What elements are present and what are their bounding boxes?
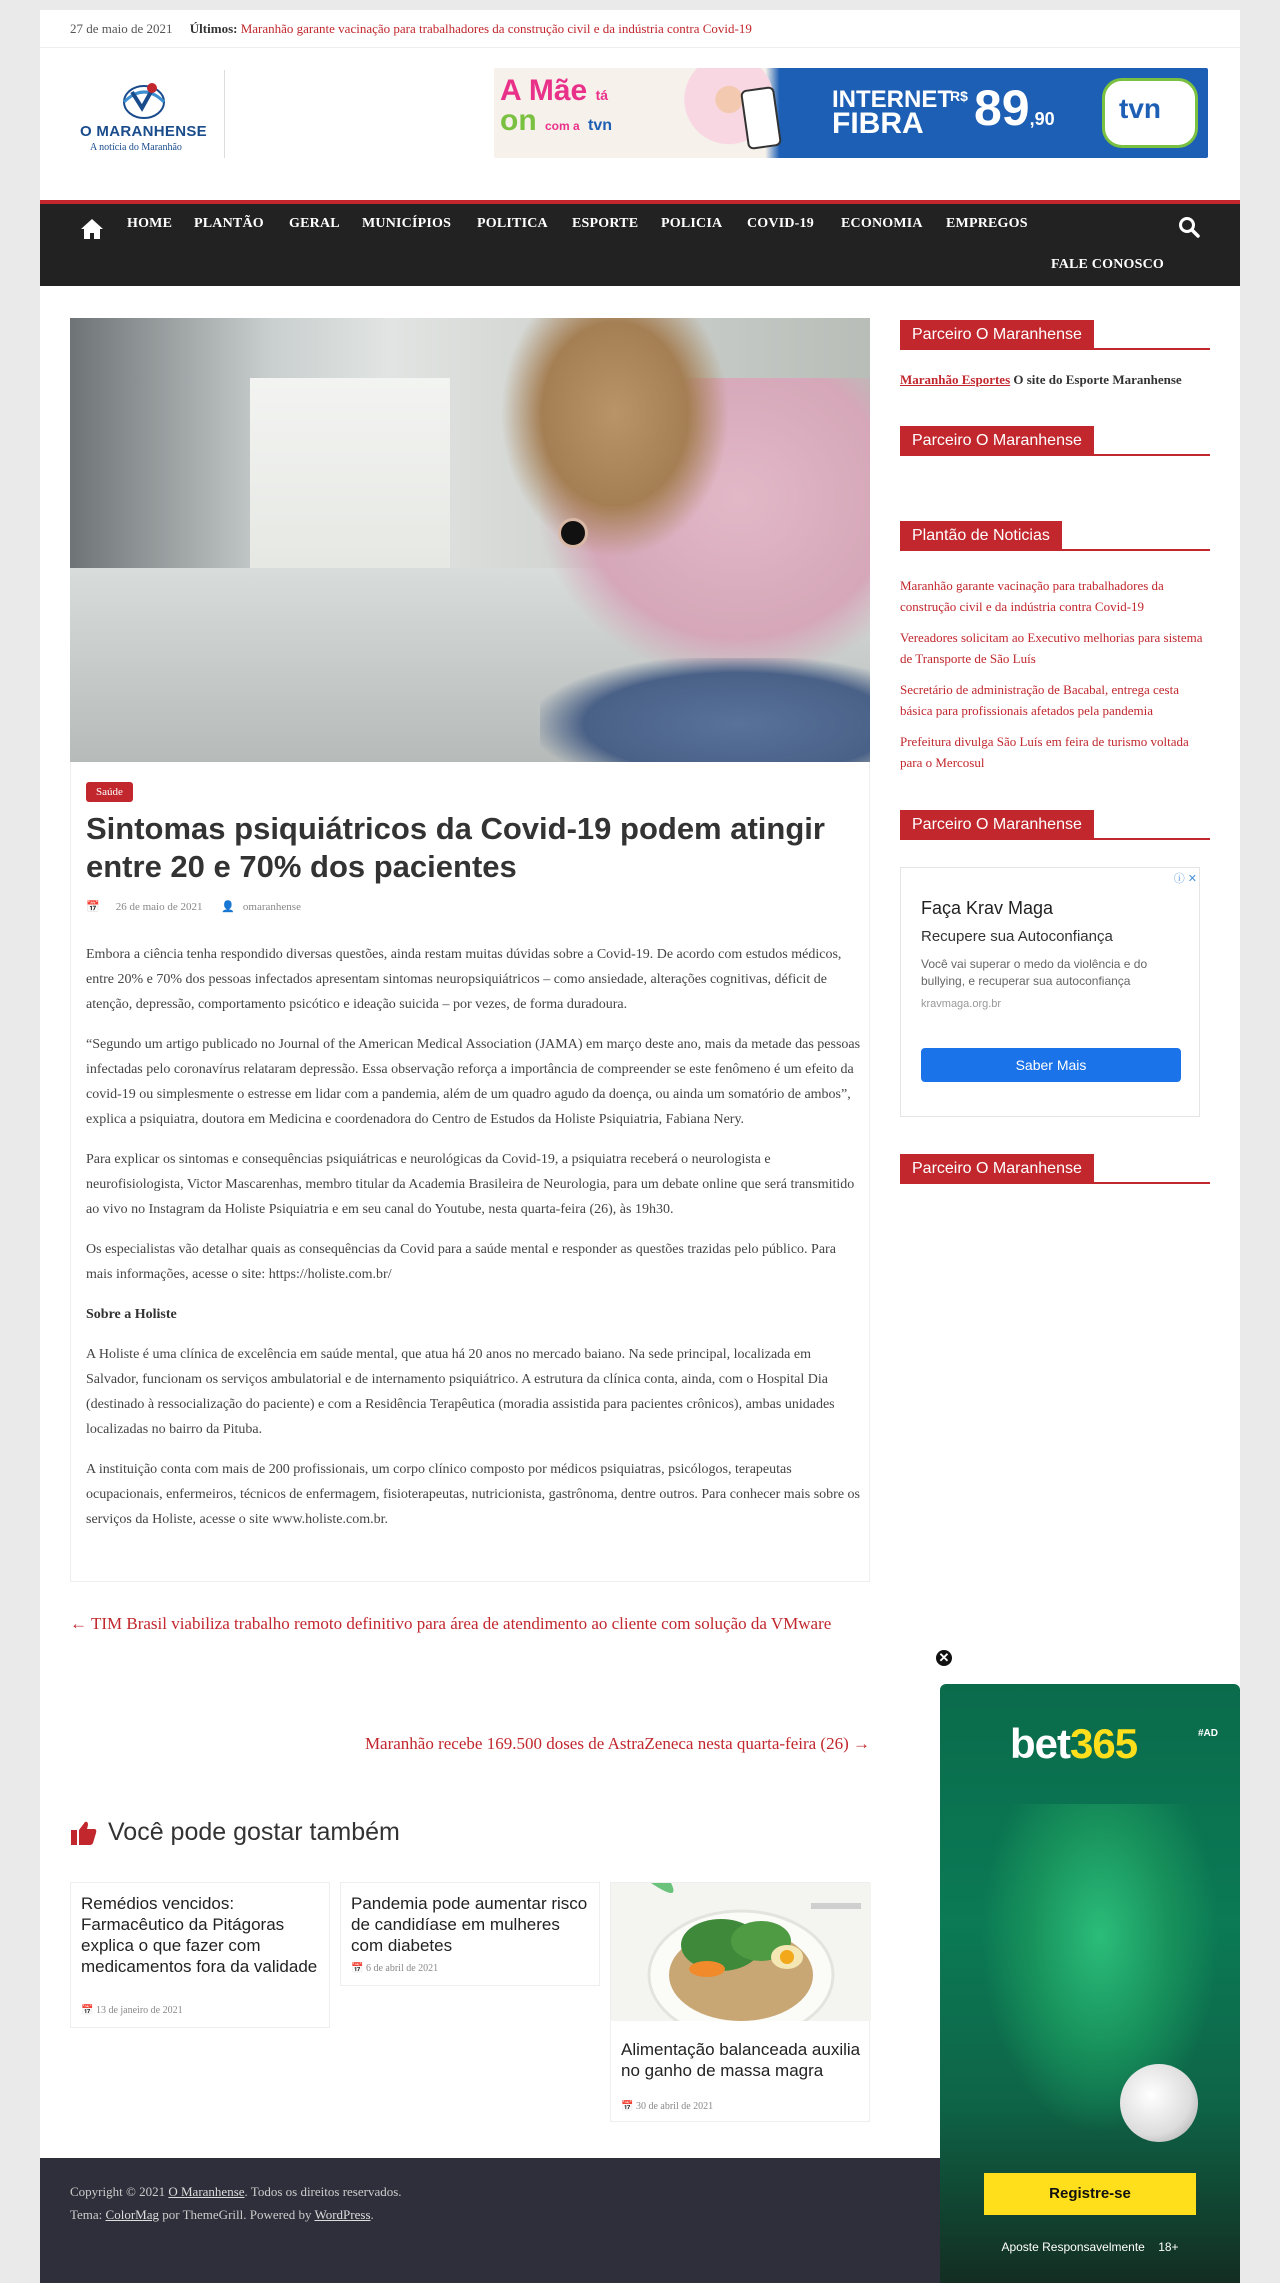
bet-ad-close-icon[interactable]: ✕ — [934, 1648, 954, 1668]
responsible-gaming-text: Aposte Responsavelmente 18+ — [1001, 2240, 1179, 2254]
ad-url: kravmaga.org.br — [921, 998, 1002, 1010]
banner-slogan-line2c: tvn — [588, 117, 613, 134]
main-nav — [40, 200, 1240, 286]
image-jeans — [540, 658, 870, 762]
home-icon[interactable] — [80, 218, 104, 240]
nav-item-fale-conosco[interactable]: FALE CONOSCO — [1051, 257, 1164, 272]
nav-item-municipios[interactable]: MUNICÍPIOS — [362, 216, 452, 231]
article-paragraph: A instituição conta com mais de 200 profissionais, um corpo clínico composto por médicos psiquiatras, psicólogos, terapeutas ocupacionais, enfermeiros, técnicos de enfermagem, fisioterapeutas, nutricionista, gastrônoma, dentre outros. Para conhecer mais sobre os serviços da Holiste, acesse o site www.holiste.com.br. — [86, 1462, 861, 1527]
related-heading-text: Você pode gostar também — [108, 1818, 400, 1846]
related-post-date: 📅 13 de janeiro de 2021 — [81, 2005, 183, 2016]
banner-slogan-line2: on — [500, 104, 537, 137]
soccer-ball-icon — [1120, 2064, 1198, 2142]
banner-currency: R$ — [950, 88, 968, 104]
current-date: 27 de maio de 2021 — [70, 21, 173, 36]
banner-slogan-line1b: tá — [595, 87, 609, 103]
previous-post-link[interactable]: ← TIM Brasil viabiliza trabalho remoto definitivo para área de atendimento ao cliente com solução da VMware — [70, 1614, 832, 1633]
partner-text — [900, 372, 1182, 388]
plantao-link[interactable]: Prefeitura divulga São Luís em feira de turismo voltada para o Mercosul — [900, 734, 1189, 770]
article-paragraph: “Segundo um artigo publicado no Journal of the American Medical Association (JAMA) em março deste ano, mais da metade das pessoas infectadas pelo coronavírus relataram depressão. Essa observação reforça a importância de compreender se este fenômeno é um efeito da covid-19 ou simplesmente o estresse em lidar com a pandemia, além de um quadro agudo da doença, ou ainda um somatório de ambos”, explica a psiquiatra, doutora em Medicina e coordenadora do Centro de Estudos da Holiste Psiquiatria, Fabiana Nery. — [86, 1037, 861, 1127]
article-paragraph: Os especialistas vão detalhar quais as consequências da Covid para a saúde mental e responder as questões trazidas pelo público. Para mais informações, acesse o site: https://holiste.com.br/ — [86, 1242, 836, 1282]
latest-headline-link[interactable]: Maranhão garante vacinação para trabalhadores da construção civil e da indústria contra Covid-19 — [240, 21, 752, 36]
sidebar-widget-title-text: Parceiro O Maranhense — [900, 426, 1094, 456]
featured-image — [70, 318, 870, 762]
article-author[interactable]: omaranhense — [242, 901, 301, 913]
site-logo[interactable] — [70, 70, 225, 158]
banner-product-line2: FIBRA — [832, 107, 924, 140]
banner-phone-image — [740, 86, 782, 150]
thumbs-up-icon — [70, 1820, 98, 1846]
banner-product-line1: INTERNET — [832, 86, 952, 113]
sidebar-widget-title-text: Parceiro O Maranhense — [900, 810, 1094, 840]
footer-theme-link[interactable] — [106, 2207, 159, 2222]
sidebar-widget-title — [900, 426, 1210, 456]
article-paragraph: Embora a ciência tenha respondido diversas questões, ainda restam muitas dúvidas sobre a Covid-19. De acordo com estudos médicos, entre 20% e 70% dos pessoas infectados apresentam sintomas neuropsiquiátricos – como ansiedade, alterações cognitivas, déficit de atenção, depressão, comportamento psicótico e ideação suicida – por vezes, de forma duradoura. — [86, 947, 842, 1012]
banner-price-int: 89 — [974, 80, 1030, 136]
plantao-link[interactable]: Maranhão garante vacinação para trabalhadores da construção civil e da indústria contra Covid-19 — [900, 578, 1164, 614]
related-post-title: Alimentação balanceada auxilia no ganho de massa magra — [621, 2040, 861, 2080]
footer-copyright-post: . Todos os direitos reservados. — [244, 2184, 402, 2199]
bet365-logo-b: 365 — [1070, 1720, 1138, 1767]
ad-headline[interactable]: Faça Krav Maga — [921, 898, 1054, 918]
related-post-title: Remédios vencidos: Farmacêutico da Pitágoras explica o que fazer com medicamentos fora da validade — [81, 1894, 318, 1976]
nav-item-economia[interactable]: ECONOMIA — [841, 216, 923, 231]
bet365-logo — [1010, 1720, 1137, 1768]
user-icon: 👤 — [221, 901, 235, 913]
related-post-date-text: 6 de abril de 2021 — [365, 1963, 439, 1974]
related-post-date-text: 13 de janeiro de 2021 — [95, 2005, 183, 2016]
partner-description: O site do Esporte Maranhense — [1010, 372, 1182, 387]
banner-price-cents: ,90 — [1029, 109, 1055, 129]
nav-item-home[interactable]: HOME — [127, 216, 173, 231]
nav-item-politica[interactable]: POLITICA — [477, 216, 548, 231]
image-corridor — [250, 378, 450, 568]
image-hair — [500, 318, 730, 558]
banner-slogan-line2b: com a — [545, 119, 580, 133]
sidebar-widget-title — [900, 320, 1210, 350]
ad-subhead: Recupere sua Autoconfiança — [921, 928, 1113, 945]
google-ad[interactable] — [900, 867, 1200, 1117]
next-post-link[interactable]: Maranhão recebe 169.500 doses de AstraZeneca nesta quarta-feira (26) → — [364, 1734, 870, 1753]
tvn-logo — [1102, 78, 1198, 148]
sidebar-widget-title — [900, 810, 1210, 840]
footer-site-link-text: O Maranhense — [168, 2184, 245, 2199]
footer-wordpress-link[interactable] — [315, 2207, 371, 2222]
ad-tag: #AD — [1197, 1728, 1218, 1739]
bet365-logo-a: bet — [1010, 1720, 1070, 1767]
footer-wordpress-link-text: WordPress — [314, 2207, 371, 2222]
banner-slogan-line1: A Mãe — [500, 74, 588, 107]
partner-link-text: Maranhão Esportes — [900, 372, 1011, 387]
register-button[interactable]: Registre-se — [984, 2173, 1196, 2215]
article-paragraph: A Holiste é uma clínica de excelência em saúde mental, que atua há 20 anos no mercado baiano. Na sede principal, localizada em Salvador, funcionam os serviços ambulatorial e de internamento psiquiátrico. A estrutura da clínica conta, ainda, com o Hospital Dia (destinado à ressocialização do paciente) e com a Residência Terapêutica (moradia assistida para pacientes crônicos), ambas unidades localizadas no bairro da Pituba. — [86, 1347, 835, 1437]
calendar-icon: 📅 — [86, 901, 100, 913]
ad-description: Você vai superar o medo da violência e do bullying, e recuperar sua autoconfiança — [921, 957, 1148, 988]
nav-item-policia[interactable]: POLICIA — [661, 216, 723, 231]
article-body — [86, 942, 861, 1547]
banner-slogan — [500, 74, 613, 139]
sidebar-widget-title-text: Parceiro O Maranhense — [900, 1154, 1094, 1184]
article-paragraph: Para explicar os sintomas e consequências psiquiátricas e neurológicas da Covid-19, a psiquiatra receberá o neurologista e neurofisiologista, Victor Mascarenhas, membro titular da Academia Brasileira de Neurologia, para um debate online que será transmitido ao vivo no Instagram da Holiste Psiquiatria e em seu canal do Youtube, nesta quarta-feira (26), às 19h30. — [86, 1152, 855, 1217]
related-post-date: 📅 6 de abril de 2021 — [351, 1963, 439, 1974]
footer-theme-post: . — [370, 2207, 374, 2222]
plantao-link[interactable]: Secretário de administração de Bacabal, entrega cesta básica para profissionais afetados pela pandemia — [900, 682, 1179, 718]
related-post-date: 📅 30 de abril de 2021 — [621, 2101, 714, 2112]
plantao-link[interactable]: Vereadores solicitam ao Executivo melhorias para sistema de Transporte de São Luís — [900, 630, 1203, 666]
related-post-title: Pandemia pode aumentar risco de candidíase em mulheres com diabetes — [351, 1894, 588, 1955]
site-tagline: A notícia do Maranhão — [90, 142, 182, 153]
category-badge[interactable]: Saúde — [86, 782, 133, 802]
salad-image-drawing — [611, 1883, 871, 2021]
nav-item-covid[interactable]: COVID-19 — [747, 216, 814, 231]
search-icon[interactable] — [1178, 216, 1200, 238]
sidebar-widget-title-text: Parceiro O Maranhense — [900, 320, 1094, 350]
bet365-floating-ad[interactable] — [940, 1684, 1240, 2283]
footer-theme-mid: por ThemeGrill. Powered by — [159, 2207, 315, 2222]
article-title: Sintomas psiquiátricos da Covid-19 podem atingir entre 20 e 70% dos pacientes — [86, 811, 825, 884]
nav-item-geral[interactable]: GERAL — [289, 216, 340, 231]
related-post-date-text: 30 de abril de 2021 — [635, 2101, 714, 2112]
salad-image — [611, 1883, 871, 2021]
article-meta — [86, 900, 317, 913]
logo-globe-icon — [118, 78, 170, 122]
site-name: O MARANHENSE — [80, 123, 207, 140]
related-post-card[interactable] — [610, 1882, 870, 2122]
banner-product — [832, 88, 952, 138]
header-banner-ad[interactable] — [494, 68, 1208, 158]
footer-site-link[interactable] — [168, 2184, 244, 2199]
latest-label: Últimos: — [189, 21, 238, 36]
related-heading — [70, 1818, 400, 1847]
related-post-card[interactable] — [340, 1882, 600, 1986]
footer-theme-pre: Tema: — [70, 2207, 106, 2222]
article-date[interactable]: 26 de maio de 2021 — [115, 901, 203, 913]
related-post-card[interactable] — [70, 1882, 330, 2028]
article-card — [70, 762, 870, 1582]
banner-price — [974, 82, 1055, 145]
nav-item-esporte[interactable]: ESPORTE — [572, 216, 639, 231]
nav-item-plantao[interactable]: PLANTÃO — [194, 216, 264, 231]
top-bar — [40, 10, 1240, 48]
partner-link[interactable] — [900, 372, 1010, 387]
nav-item-empregos[interactable]: EMPREGOS — [946, 216, 1028, 231]
sidebar-widget-title-text: Plantão de Noticias — [900, 521, 1062, 551]
ad-close-icon[interactable]: ⓘ ✕ — [1173, 873, 1197, 885]
sidebar-widget-title — [900, 1154, 1210, 1184]
tvn-logo-text: tvn — [1119, 93, 1161, 124]
sidebar-widget-title — [900, 521, 1210, 551]
image-watch — [558, 518, 588, 548]
article-subheading: Sobre a Holiste — [86, 1307, 177, 1322]
ad-cta-button[interactable]: Saber Mais — [921, 1048, 1181, 1082]
footer-theme-link-text: ColorMag — [105, 2207, 159, 2222]
footer-copyright-pre: Copyright © 2021 — [70, 2184, 169, 2199]
